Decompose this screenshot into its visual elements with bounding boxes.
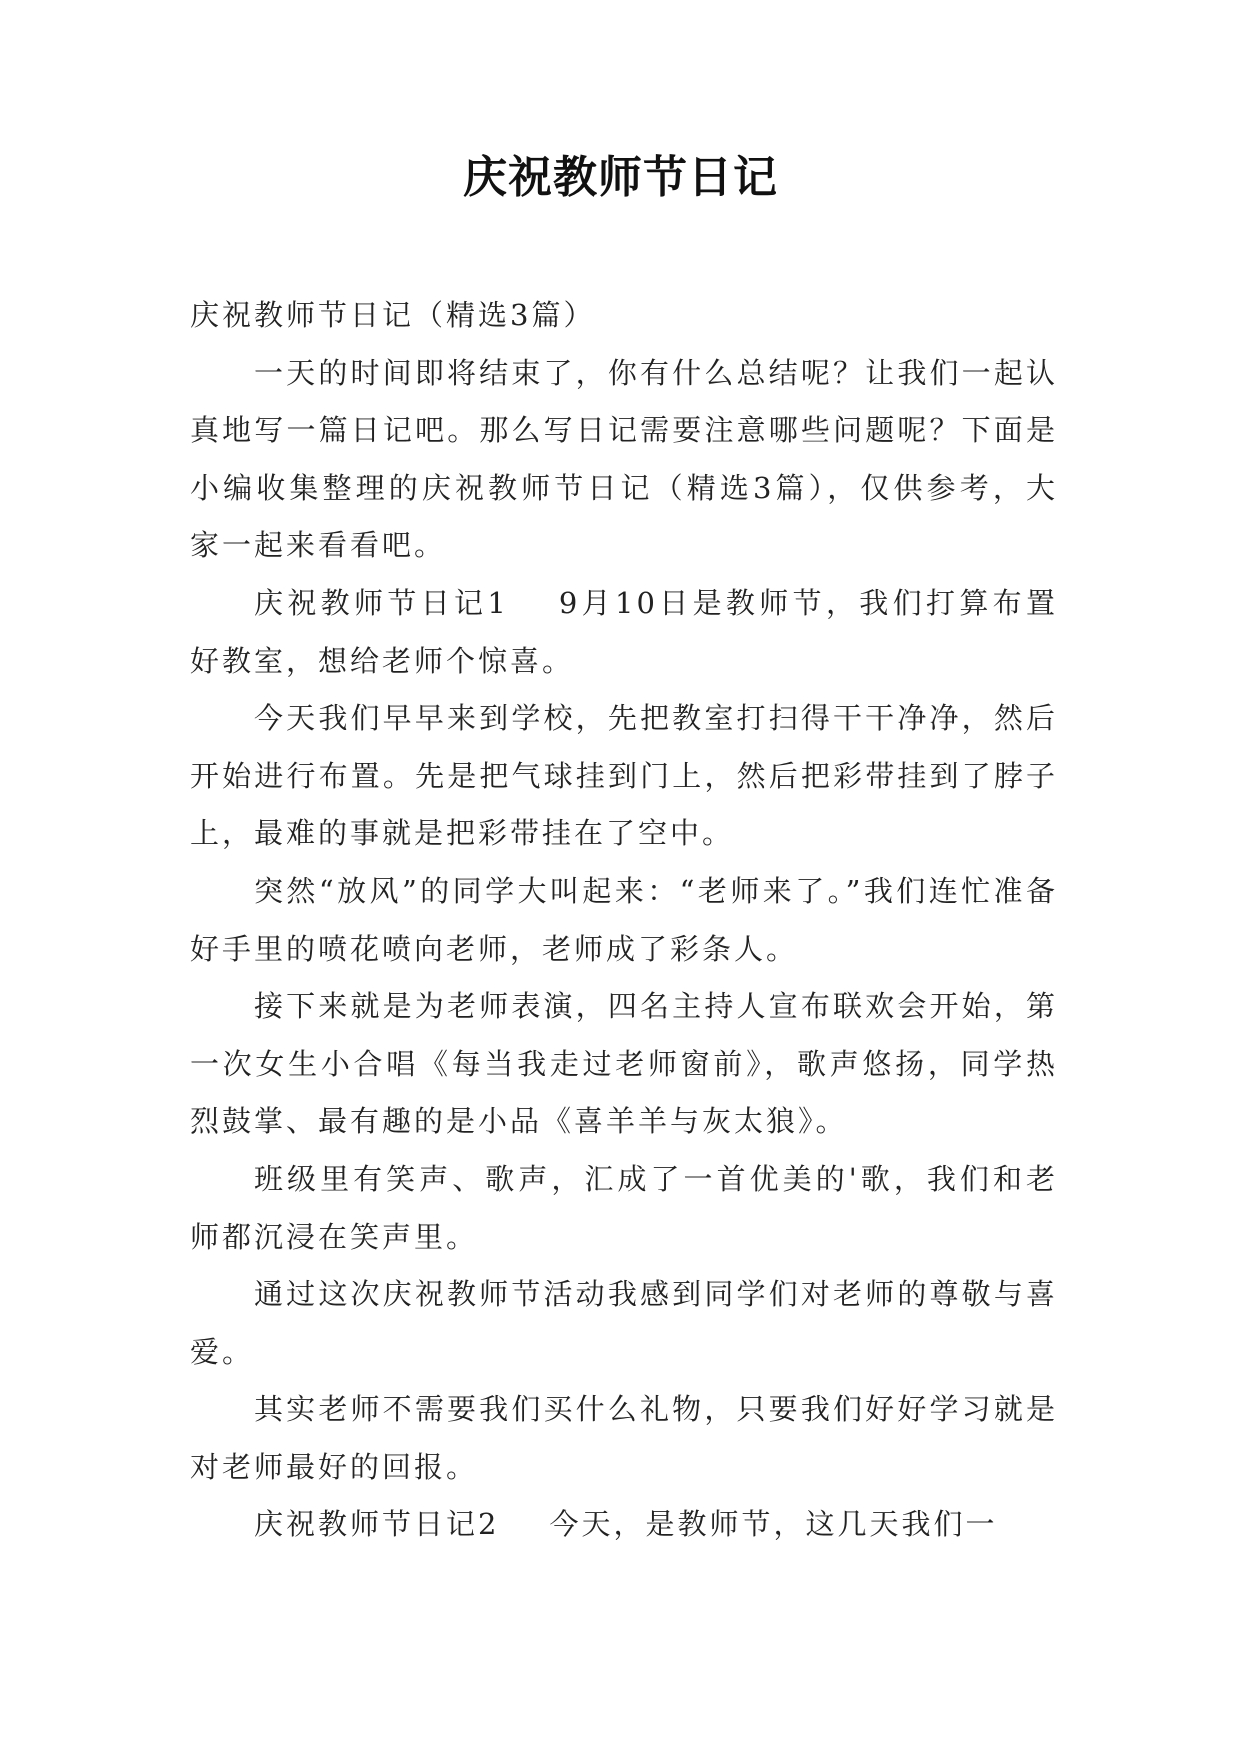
- page-title: 庆祝教师节日记: [463, 152, 778, 203]
- entry1-heading: 庆祝教师节日记1: [254, 585, 509, 620]
- document-body: [190, 287, 1058, 1554]
- entry2-first-paragraph: [190, 1496, 1058, 1554]
- intro-paragraph: 一天的时间即将结束了，你有什么总结呢？让我们一起认真地写一篇日记吧。那么写日记需要注意哪些问题呢？下面是小编收集整理的庆祝教师节日记（精选3篇），仅供参考，大家一起来看看吧。: [190, 355, 1058, 563]
- entry1-paragraph: 班级里有笑声、歌声，汇成了一首优美的'歌，我们和老师都沉浸在笑声里。: [190, 1161, 1058, 1254]
- document-subtitle: 庆祝教师节日记（精选3篇）: [190, 298, 596, 332]
- entry1-paragraph: 突然“放风”的同学大叫起来：“老师来了。”我们连忙准备好手里的喷花喷向老师，老师成了彩条人。: [190, 873, 1058, 966]
- entry1-paragraph: 接下来就是为老师表演，四名主持人宣布联欢会开始，第一次女生小合唱《每当我走过老师窗前》，歌声悠扬，同学热烈鼓掌、最有趣的是小品《喜羊羊与灰太狼》。: [190, 989, 1058, 1139]
- entry1-paragraph: 今天我们早早来到学校，先把教室打扫得干干净净，然后开始进行布置。先是把气球挂到门上，然后把彩带挂到了脖子上，最难的事就是把彩带挂在了空中。: [190, 701, 1058, 851]
- entry1-paragraph: 通过这次庆祝教师节活动我感到同学们对老师的尊敬与喜爱。: [190, 1277, 1058, 1369]
- entry2-first-line: 今天，是教师节，这几天我们一: [549, 1507, 998, 1542]
- entry1-first-line: 9月10日是教师节，我们打算布置好教室，想给老师个惊喜。: [190, 585, 1059, 678]
- entry1-paragraph: 其实老师不需要我们买什么礼物，只要我们好好学习就是对老师最好的回报。: [190, 1392, 1058, 1484]
- entry2-heading: 庆祝教师节日记2: [254, 1507, 500, 1542]
- entry1-first-paragraph: [190, 575, 1058, 690]
